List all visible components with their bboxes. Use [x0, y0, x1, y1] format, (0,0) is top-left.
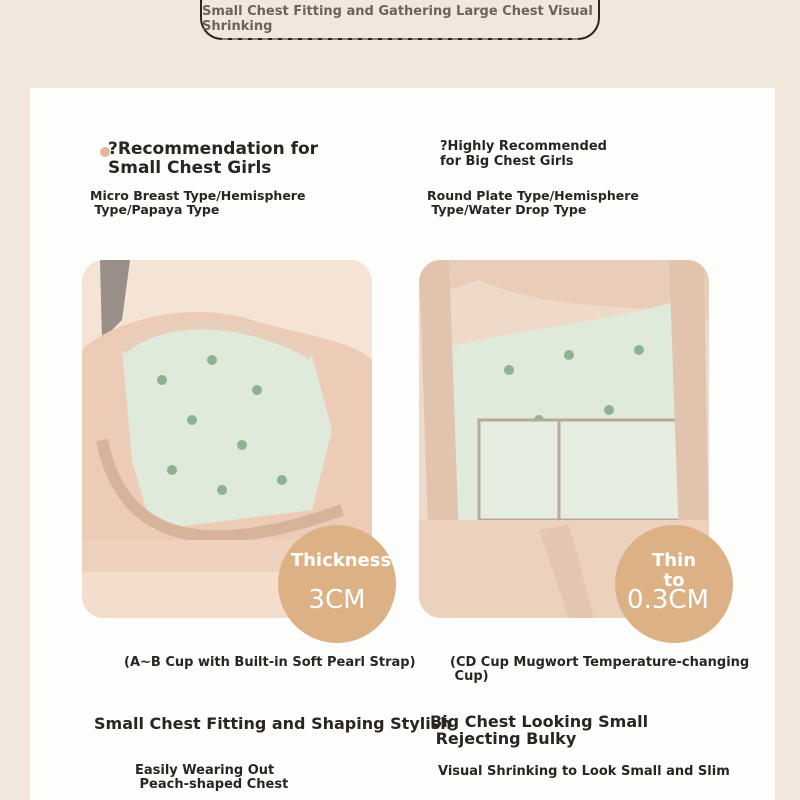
thin-badge — [615, 525, 733, 643]
left-subheading: Micro Breast Type/Hemisphere Type/Papaya Type — [90, 188, 306, 218]
thin-value: 0.3CM — [627, 585, 709, 615]
banner-title: Small Chest Fitting and Gathering Large Chest Visual Shrinking — [202, 4, 593, 34]
comparison-panel — [30, 88, 775, 800]
thickness-value: 3CM — [308, 585, 366, 615]
right-caption: (CD Cup Mugwort Temperature-changing Cup) — [450, 655, 750, 685]
left-caption: (A~B Cup with Built-in Soft Pearl Strap) — [124, 655, 416, 670]
right-tagline: Big Chest Looking Small Rejecting Bulky — [430, 712, 649, 748]
thickness-badge — [278, 525, 396, 643]
left-note: Easily Wearing Out Peach-shaped Chest — [135, 763, 289, 793]
right-subheading: Round Plate Type/Hemisphere Type/Water Drop Type — [427, 188, 639, 218]
banner-divider — [222, 38, 578, 40]
thin-label: Thin to — [651, 550, 697, 591]
right-heading: ?Highly Recommended for Big Chest Girls — [440, 139, 607, 169]
top-banner — [200, 0, 600, 40]
left-heading: ?Recommendation for Small Chest Girls — [108, 139, 319, 179]
left-tagline: Small Chest Fitting and Shaping Stylish — [94, 714, 452, 733]
thickness-label: Thickness — [290, 550, 392, 571]
right-note: Visual Shrinking to Look Small and Slim — [438, 764, 730, 779]
